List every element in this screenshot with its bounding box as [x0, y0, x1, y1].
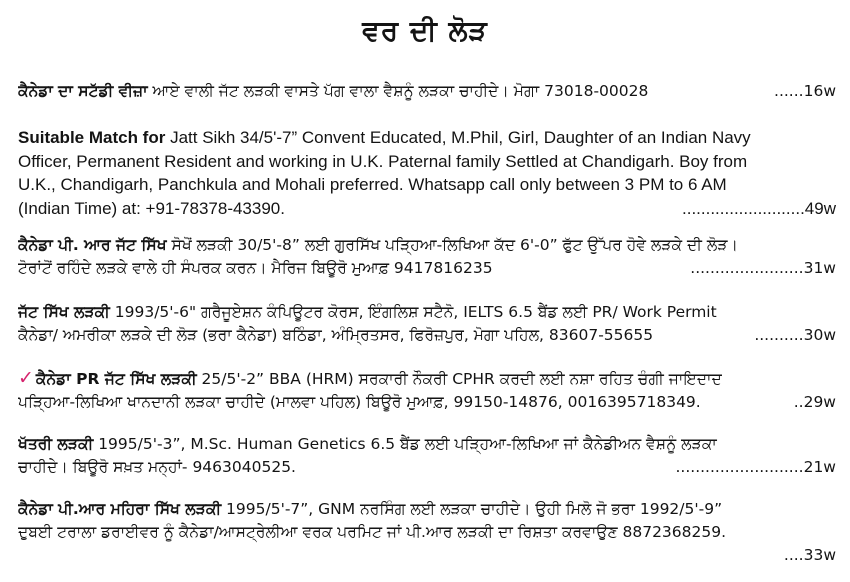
ad-heading: ਕੈਨੇਡਾ PR ਜੱਟ ਸਿੱਖ ਲੜਕੀ	[35, 370, 197, 388]
page-title: ਵਰ ਦੀ ਲੋੜ	[362, 14, 488, 47]
ad-text: (Indian Time) at: +91-78378-43390.	[18, 198, 285, 218]
ad-line	[18, 433, 836, 456]
ad-line	[18, 391, 836, 414]
ad-text: ਚਾਹੀਦੇ। ਬਿਊਰੋ ਸਖ਼ਤ ਮਨ੍ਹਾਂ- 9463040525.	[18, 458, 296, 476]
ad-text: ਟੋਰਾਂਟੋਂ ਰਹਿੰਦੇ ਲੜਕੇ ਵਾਲੇ ਹੀ ਸੰਪਰਕ ਕਰਨ। ਮੈਰਿਜ ਬਿਊਰੋ ਮੁਆਫ਼ 9417816235	[18, 259, 493, 277]
ad-text	[18, 80, 648, 103]
ad-code: ..........................49w	[682, 198, 836, 218]
classified-ad-5	[18, 367, 836, 414]
classified-ad-3	[18, 234, 836, 280]
ad-line	[18, 456, 836, 479]
ad-line	[18, 367, 836, 391]
classified-ad-2	[18, 126, 836, 220]
ad-line	[18, 234, 836, 257]
classified-ad-7	[18, 498, 836, 567]
ad-body: 1993/5'-6" ਗਰੈਜੂਏਸ਼ਨ ਕੰਪਿਊਟਰ ਕੋਰਸ, ਇੰਗਲਿਸ਼ ਸਟੈਨੋ, IELTS 6.5 ਬੈਂਡ ਲਈ PR/ Work Permit	[109, 303, 717, 321]
ad-line: Officer, Permanent Resident and working in U.K. Paternal family Settled at Chandigarh. Boy from	[18, 151, 748, 171]
classified-ad-1	[18, 80, 836, 103]
ad-line: ਦੁਬਈ ਟਰਾਲਾ ਡਰਾਈਵਰ ਨੂੰ ਕੈਨੇਡਾ/ਆਸਟ੍ਰੇਲੀਆ ਵਰਕ ਪਰਮਿਟ ਜਾਂ ਪੀ.ਆਰ ਲੜਕੀ ਦਾ ਰਿਸ਼ਤਾ ਕਰਵਾਉਣ 8872368259.	[18, 523, 727, 541]
ad-line	[18, 324, 836, 347]
ad-line	[18, 197, 836, 221]
ad-body: ਆਏ ਵਾਲੀ ਜੱਟ ਲੜਕੀ ਵਾਸਤੇ ਪੱਗ ਵਾਲਾ ਵੈਸ਼ਨੂੰ ਲੜਕਾ ਚਾਹੀਦੇ। ਮੋਗਾ 73018-00028	[147, 82, 649, 100]
ad-line	[18, 80, 836, 103]
ad-line	[18, 257, 836, 280]
ad-heading: Suitable Match for	[18, 128, 166, 147]
ad-line: U.K., Chandigarh, Panchkula and Mohali preferred. Whatsapp call only between 3 PM to 6 AM	[18, 175, 727, 194]
ad-line	[18, 301, 836, 324]
ad-text: ਪੜ੍ਹਿਆ-ਲਿਖਿਆ ਖਾਨਦਾਨੀ ਲੜਕਾ ਚਾਹੀਦੇ (ਮਾਲਵਾ ਪਹਿਲ) ਬਿਊਰੋ ਮੁਆਫ਼, 99150-14876, 0016395718349.	[18, 393, 701, 411]
ad-body: Jatt Sikh 34/5'-7” Convent Educated, M.Phil, Girl, Daughter of an Indian Navy	[165, 128, 751, 147]
ad-line	[18, 126, 836, 150]
ad-heading: ਜੱਟ ਸਿੱਖ ਲੜਕੀ	[18, 303, 110, 321]
ad-code: ..29w	[793, 393, 836, 411]
ad-code: ....33w	[783, 546, 836, 564]
ad-heading: ਕੈਨੇਡਾ ਪੀ.ਆਰ ਮਹਿਰਾ ਸਿੱਖ ਲੜਕੀ	[18, 500, 222, 518]
ad-code: ..........................21w	[675, 458, 836, 476]
ad-code: ..........30w	[754, 326, 836, 344]
ad-code: .......................31w	[690, 259, 836, 277]
ad-body: 25/5'-2” BBA (HRM) ਸਰਕਾਰੀ ਨੌਕਰੀ CPHR ਕਰਦੀ ਲਈ ਨਸ਼ਾ ਰਹਿਤ ਚੰਗੀ ਜਾਇਦਾਦ	[196, 370, 722, 388]
classified-ad-4	[18, 301, 836, 347]
ad-heading: ਕੈਨੇਡਾ ਦਾ ਸਟੱਡੀ ਵੀਜ਼ਾ	[18, 82, 148, 100]
ad-heading: ਕੈਨੇਡਾ ਪੀ. ਆਰ ਜੱਟ ਸਿੱਖ	[18, 236, 167, 254]
ad-body: ਸੋਖੋਂ ਲੜਕੀ 30/5'-8” ਲਈ ਗੁਰਸਿੱਖ ਪੜ੍ਹਿਆ-ਲਿਖਿਆ ਕੱਦ 6'-0” ਫੁੱਟ ਉੱਪਰ ਹੋਵੇ ਲੜਕੇ ਦੀ ਲੋੜ।	[166, 236, 738, 254]
ad-text: ਕੈਨੇਡਾ/ ਅਮਰੀਕਾ ਲੜਕੇ ਦੀ ਲੋੜ (ਭਰਾ ਕੈਨੇਡਾ) ਬਠਿੰਡਾ, ਅੰਮ੍ਰਿਤਸਰ, ਫਿਰੋਜ਼ਪੁਰ, ਮੋਗਾ ਪਹਿਲ, 83607-55655	[18, 326, 654, 344]
ad-code: ......16w	[774, 82, 836, 100]
ad-body: 1995/5'-3”, M.Sc. Human Genetics 6.5 ਬੈਂਡ ਲਈ ਪੜ੍ਹਿਆ-ਲਿਖਿਆ ਜਾਂ ਕੈਨੇਡੀਅਨ ਵੈਸ਼ਨੂੰ ਲੜਕਾ	[93, 435, 717, 453]
check-icon: ✓	[18, 367, 34, 389]
ad-line	[18, 498, 836, 521]
ad-body: 1995/5'-7”, GNM ਨਰਸਿੰਗ ਲਈ ਲੜਕਾ ਚਾਹੀਦੇ। ਉਹੀ ਮਿਲੋ ਜੋ ਭਰਾ 1992/5'-9”	[221, 500, 723, 518]
ad-heading: ਖੱਤਰੀ ਲੜਕੀ	[18, 435, 94, 453]
classified-ad-6	[18, 433, 836, 479]
